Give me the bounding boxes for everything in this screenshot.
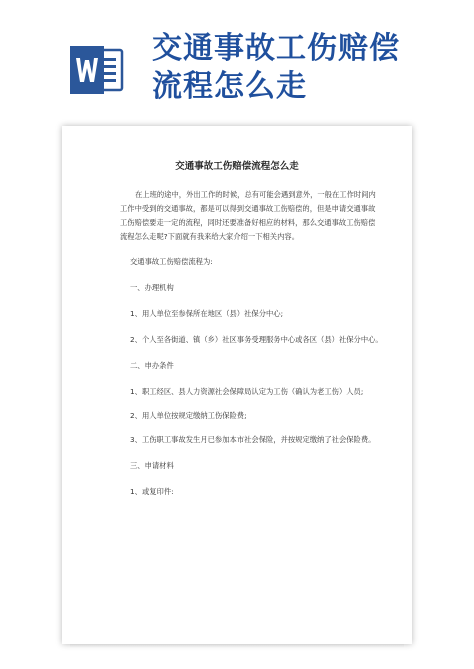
text-line: 1、职工经区、县人力资源社会保障局认定为工伤（确认为老工伤）人员; <box>130 387 364 396</box>
text-line: 1、或复印件: <box>130 487 174 496</box>
document-page <box>62 126 412 644</box>
header-title-line2: 流程怎么走 <box>152 69 307 104</box>
section-heading: 二、申办条件 <box>130 361 174 370</box>
text-line: 交通事故工伤赔偿流程为: <box>130 257 213 266</box>
intro-paragraph: 在上班的途中，外出工作的时候，总有可能会遇到意外，一般在工作时间内工作中受到的交通事故，都是可以得到交通事故工伤赔偿的，但是申请交通事故工伤赔偿要走一定的流程，同时还要准备好相应的材料，那么交通事故工伤赔偿流程怎么走呢?下面就有我来给大家介绍一下相关内容。 <box>120 190 376 241</box>
word-icon <box>68 42 128 98</box>
header-title <box>152 30 452 106</box>
text-line: 2、用人单位按规定缴纳工伤保险费; <box>130 411 247 420</box>
section-heading: 一、办理机构 <box>130 283 174 292</box>
document-title: 交通事故工伤赔偿流程怎么走 <box>175 161 299 172</box>
header-title-line1: 交通事故工伤赔偿 <box>152 31 400 66</box>
text-line: 1、用人单位至参保所在地区（县）社保分中心; <box>130 309 284 318</box>
section-heading: 三、申请材料 <box>130 461 174 470</box>
text-line: 3、工伤职工事故发生月已参加本市社会保险，并按规定缴纳了社会保险费。 <box>130 435 376 444</box>
text-line: 2、个人至各街道、镇（乡）社区事务受理服务中心或各区（县）社保分中心。 <box>130 335 383 344</box>
